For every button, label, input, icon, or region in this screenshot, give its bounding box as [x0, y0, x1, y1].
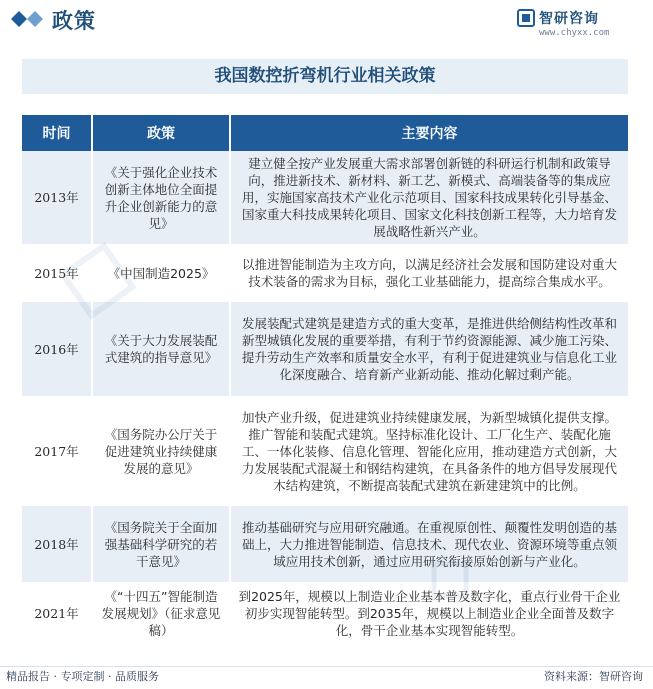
row-year: 2013年: [22, 151, 92, 245]
policy-table: [22, 115, 628, 645]
row-policy: 《关于强化企业技术创新主体地位全面提升企业创新能力的意见》: [92, 151, 230, 245]
row-policy: 《中国制造2025》: [92, 245, 230, 301]
row-content: 发展装配式建筑是建造方式的重大变革，是推进供给侧结构性改革和新型城镇化发展的重要举措，有利于节约资源能源、减少施工污染、提升劳动生产效率和质量安全水平，有利于促进建筑业与信息化工业化深度融合、培育新产业新动能、推动化解过剩产能。: [230, 301, 628, 397]
footer-source: 资料来源：智研咨询: [544, 670, 643, 683]
footer-divider: [0, 666, 653, 667]
row-year: 2015年: [22, 245, 92, 301]
section-title: 政策: [52, 9, 96, 33]
page-footer: [0, 665, 653, 689]
table-row: [22, 301, 628, 397]
brand-url: www.chyxx.com: [539, 28, 610, 38]
row-policy: 《国务院办公厅关于促进建筑业持续健康发展的意见》: [92, 397, 230, 505]
row-content: 推动基础研究与应用研究融通。在重视原创性、颠覆性发明创造的基础上，大力推进智能制造、信息技术、现代农业、资源环境等重点领域应用技术创新，通过应用研究衔接原始创新与产业化。: [230, 505, 628, 583]
footer-tagline: 精品报告 · 专项定制 · 品质服务: [6, 670, 159, 683]
table-row: [22, 583, 628, 644]
row-year: 2016年: [22, 301, 92, 397]
column-header-time: 时间: [22, 115, 92, 151]
row-year: 2018年: [22, 505, 92, 583]
row-content: 建立健全按产业发展重大需求部署创新链的科研运行机制和政策导向，推进新技术、新材料、新工艺、新模式、高端装备等的集成应用，实施国家高技术产业化示范项目、国家科技成果转化引导基金、国家重大科技成果转化项目、国家文化科技创新工程等，大力培育发展战略性新兴产业。: [230, 151, 628, 245]
table-header-row: [22, 115, 628, 151]
column-header-policy: 政策: [92, 115, 230, 151]
page-header: [0, 0, 653, 46]
table-row: [22, 245, 628, 301]
row-year: 2021年: [22, 583, 92, 644]
table-title: 我国数控折弯机行业相关政策: [22, 59, 628, 94]
row-content: 加快产业升级，促进建筑业持续健康发展，为新型城镇化提供支撑。推广智能和装配式建筑。坚持标准化设计、工厂化生产、装配化施工、一体化装修、信息化管理、智能化应用，推动建造方式创新，大力发展装配式混凝土和钢结构建筑，在具备条件的地方倡导发展现代木结构建筑，不断提高装配式建筑在新建建筑中的比例。: [230, 397, 628, 505]
row-content: 以推进智能制造为主攻方向，以满足经济社会发展和国防建设对重大技术装备的需求为目标，强化工业基础能力，提高综合集成水平。: [230, 245, 628, 301]
brand-name: 智研咨询: [539, 11, 599, 27]
row-policy: 《“十四五”智能制造发展规划》（征求意见稿）: [92, 583, 230, 644]
table-row: [22, 505, 628, 583]
double-diamond-icon: [10, 10, 46, 28]
column-header-content: 主要内容: [230, 115, 628, 151]
table-row: [22, 397, 628, 505]
brand-logo-block: [517, 8, 637, 42]
brand-logo-icon: [517, 9, 535, 27]
row-year: 2017年: [22, 397, 92, 505]
table-row: [22, 151, 628, 245]
row-content: 到2025年，规模以上制造业企业基本普及数字化，重点行业骨干企业初步实现智能转型。到2035年，规模以上制造业企业全面普及数字化，骨干企业基本实现智能转型。: [230, 583, 628, 644]
row-policy: 《关于大力发展装配式建筑的指导意见》: [92, 301, 230, 397]
row-policy: 《国务院关于全面加强基础科学研究的若干意见》: [92, 505, 230, 583]
